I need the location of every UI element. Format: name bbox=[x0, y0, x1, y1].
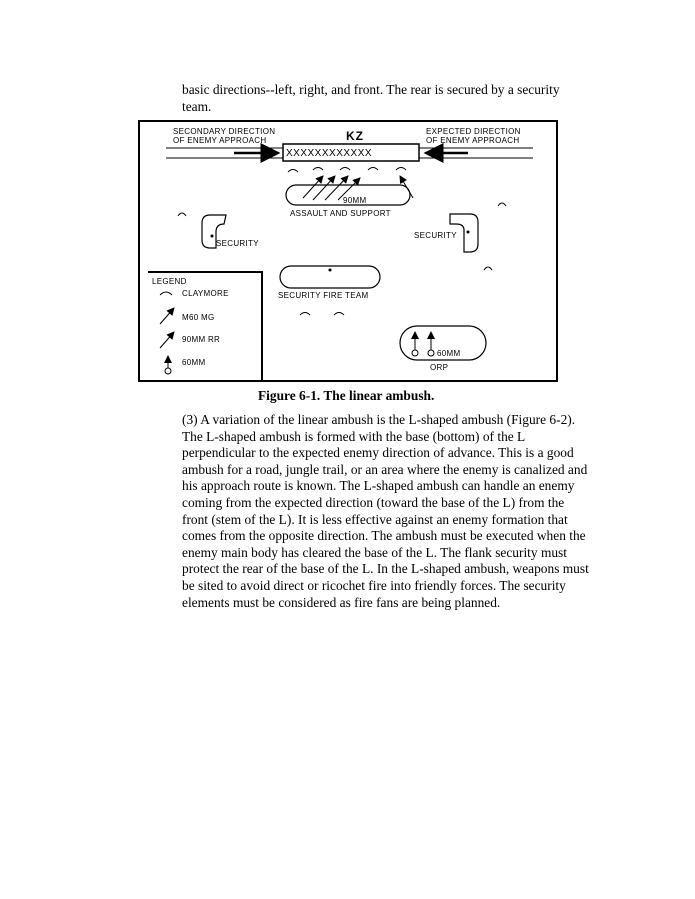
linear-ambush-diagram bbox=[138, 120, 558, 382]
legend-m60-label: M60 MG bbox=[182, 313, 215, 322]
orp-label: ORP bbox=[430, 363, 449, 372]
assault-support-label: ASSAULT AND SUPPORT bbox=[290, 209, 391, 218]
secondary-direction-label-1: SECONDARY DIRECTION bbox=[173, 127, 276, 136]
security-fire-team-label: SECURITY FIRE TEAM bbox=[278, 291, 369, 300]
ninety-mm-label: 90MM bbox=[343, 196, 367, 205]
legend-claymore-label: CLAYMORE bbox=[182, 289, 229, 298]
security-left-label: SECURITY bbox=[216, 239, 259, 248]
legend-60mm-label: 60MM bbox=[182, 358, 206, 367]
kill-zone-pattern: XXXXXXXXXXXX bbox=[286, 148, 373, 159]
legend-title: LEGEND bbox=[152, 277, 187, 286]
security-right-label: SECURITY bbox=[414, 231, 457, 240]
intro-paragraph: basic directions--left, right, and front. The rear is secured by a security team. bbox=[182, 82, 560, 114]
expected-direction-label-2: OF ENEMY APPROACH bbox=[426, 136, 520, 145]
kill-zone-label: KZ bbox=[346, 129, 364, 143]
figure-caption: Figure 6-1. The linear ambush. bbox=[258, 388, 435, 403]
secondary-direction-label-2: OF ENEMY APPROACH bbox=[173, 136, 267, 145]
sixty-mm-label: 60MM bbox=[437, 349, 461, 358]
body-paragraph: (3) A variation of the linear ambush is the L-shaped ambush (Figure 6-2). The L-shaped ambush is formed with the base (bottom) of the L perpendicular to the expected enemy direction of advance. This is a good ambush for a road, jungle trail, or an area where the enemy is canalized and his approach route is known. The L-shaped ambush can handle an enemy coming from the expected direction (toward the base of the L) from the front (stem of the L). It is less effective against an enemy formation that comes from the opposite direction. The ambush must be executed when the enemy main body has cleared the base of the L. The flank security must protect the rear of the base of the L. In the L-shaped ambush, weapons must be sited to avoid direct or ricochet fire into friendly forces. The security elements must be considered as fire fans are being planned. bbox=[182, 412, 589, 610]
expected-direction-label-1: EXPECTED DIRECTION bbox=[426, 127, 521, 136]
legend-90mm-label: 90MM RR bbox=[182, 335, 221, 344]
